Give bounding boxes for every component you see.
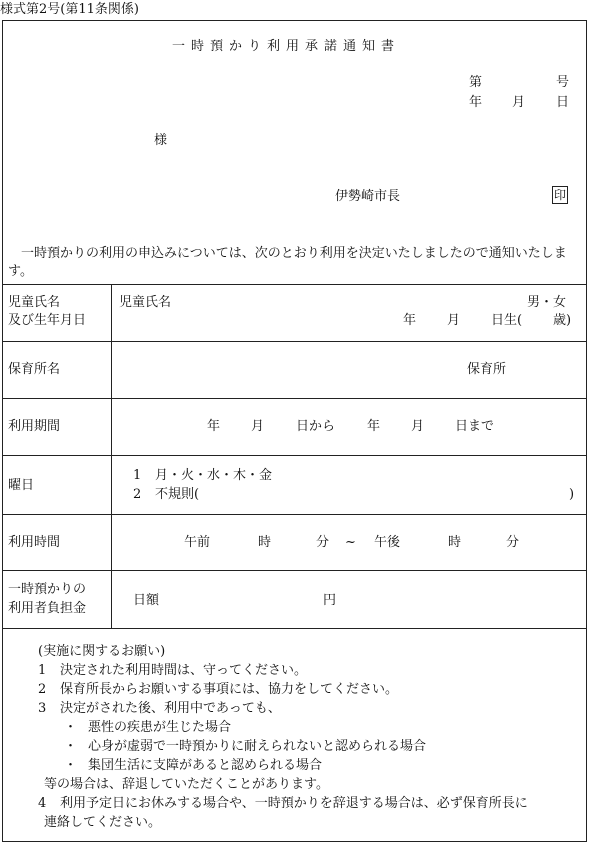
weekday-option1: 月・火・水・木・金 [155,468,273,483]
hours-am: 午前 [184,535,211,550]
note-4-number: 4 [38,796,47,811]
child-label-line2: 及び生年月日 [8,313,87,328]
note-3: 決定がされた後、利用中であっても、 [60,701,281,716]
form-number: 様式第2号(第11条関係) [0,2,139,17]
note-3-after: 等の場合は、辞退していただくことがあります。 [44,777,329,792]
hours-hour2: 時 [448,535,462,550]
child-name-label: 児童氏名 [119,295,172,310]
row-divider [2,398,587,399]
date-year: 年 [469,95,483,110]
birth-month: 月 [447,313,461,328]
note-1: 決定された利用時間は、守ってください。 [60,663,308,678]
intro-paragraph: 一時預かりの利用の申込みについては、次のとおり利用を決定いたしましたので通知いたします。 [8,246,567,279]
fee-label-line1: 一時預かりの [8,582,87,597]
period-to-year: 年 [367,419,381,434]
period-to-month: 月 [411,419,425,434]
note-3-number: 3 [38,701,47,716]
page-title: 一時預かり利用承諾通知書 [172,39,401,54]
bullet-icon: ・ [64,758,78,773]
row-divider [2,341,587,342]
number-dai: 第 [469,75,483,90]
weekday-option2: 不規則( [155,487,200,502]
date-day: 日 [556,95,570,110]
note-4-line1: 利用予定日にお休みする場合や、一時預かりを辞退する場合は、必ず保育所長に [60,796,528,811]
addressee-sama: 様 [154,133,168,148]
hours-tilde: ~ [345,535,356,550]
notes-heading: (実施に関するお願い) [38,644,166,659]
period-from-year: 年 [207,419,221,434]
form-frame [2,20,587,842]
fee-label-line2: 利用者負担金 [8,601,87,616]
period-to-day: 日まで [455,419,495,434]
note-3-sub-3: 集団生活に支障があると認められる場合 [88,758,323,773]
child-sex: 男・女 [527,295,567,310]
hours-min2: 分 [506,535,520,550]
weekday-option2-number: 2 [133,487,142,502]
hours-min1: 分 [316,535,330,550]
child-age: 歳) [553,313,572,328]
nursery-label: 保育所名 [8,362,61,377]
bullet-icon: ・ [64,720,78,735]
note-2-number: 2 [38,682,47,697]
fee-daily: 日額 [133,593,160,608]
note-4-line2: 連絡してください。 [44,815,162,830]
date-month: 月 [512,95,526,110]
fee-yen: 円 [323,593,337,608]
period-from-day: 日から [296,419,336,434]
note-2: 保育所長からお願いする事項には、協力をしてください。 [60,682,399,697]
weekday-option2-close: ) [569,487,575,502]
table-top-line [2,284,587,285]
child-label-line1: 児童氏名 [8,295,61,310]
hours-label: 利用時間 [8,535,61,550]
note-3-sub-2: 心身が虚弱で一時預かりに耐えられないと認められる場合 [88,739,427,754]
row-divider [2,570,587,571]
hours-pm: 午後 [374,535,401,550]
nursery-suffix: 保育所 [467,362,507,377]
note-1-number: 1 [38,663,47,678]
birth-day: 日生( [491,313,523,328]
birth-year: 年 [403,313,417,328]
number-go: 号 [556,75,570,90]
period-label: 利用期間 [8,419,61,434]
period-from-month: 月 [251,419,265,434]
bullet-icon: ・ [64,739,78,754]
seal-mark: 印 [553,188,566,202]
issuer-name: 伊勢崎市長 [335,189,401,204]
hours-hour1: 時 [258,535,272,550]
weekday-option1-number: 1 [133,468,142,483]
row-divider [2,514,587,515]
table-bottom-line [2,628,587,629]
weekday-label: 曜日 [8,478,35,493]
column-divider [111,284,112,628]
note-3-sub-1: 悪性の疾患が生じた場合 [88,720,232,735]
row-divider [2,455,587,456]
